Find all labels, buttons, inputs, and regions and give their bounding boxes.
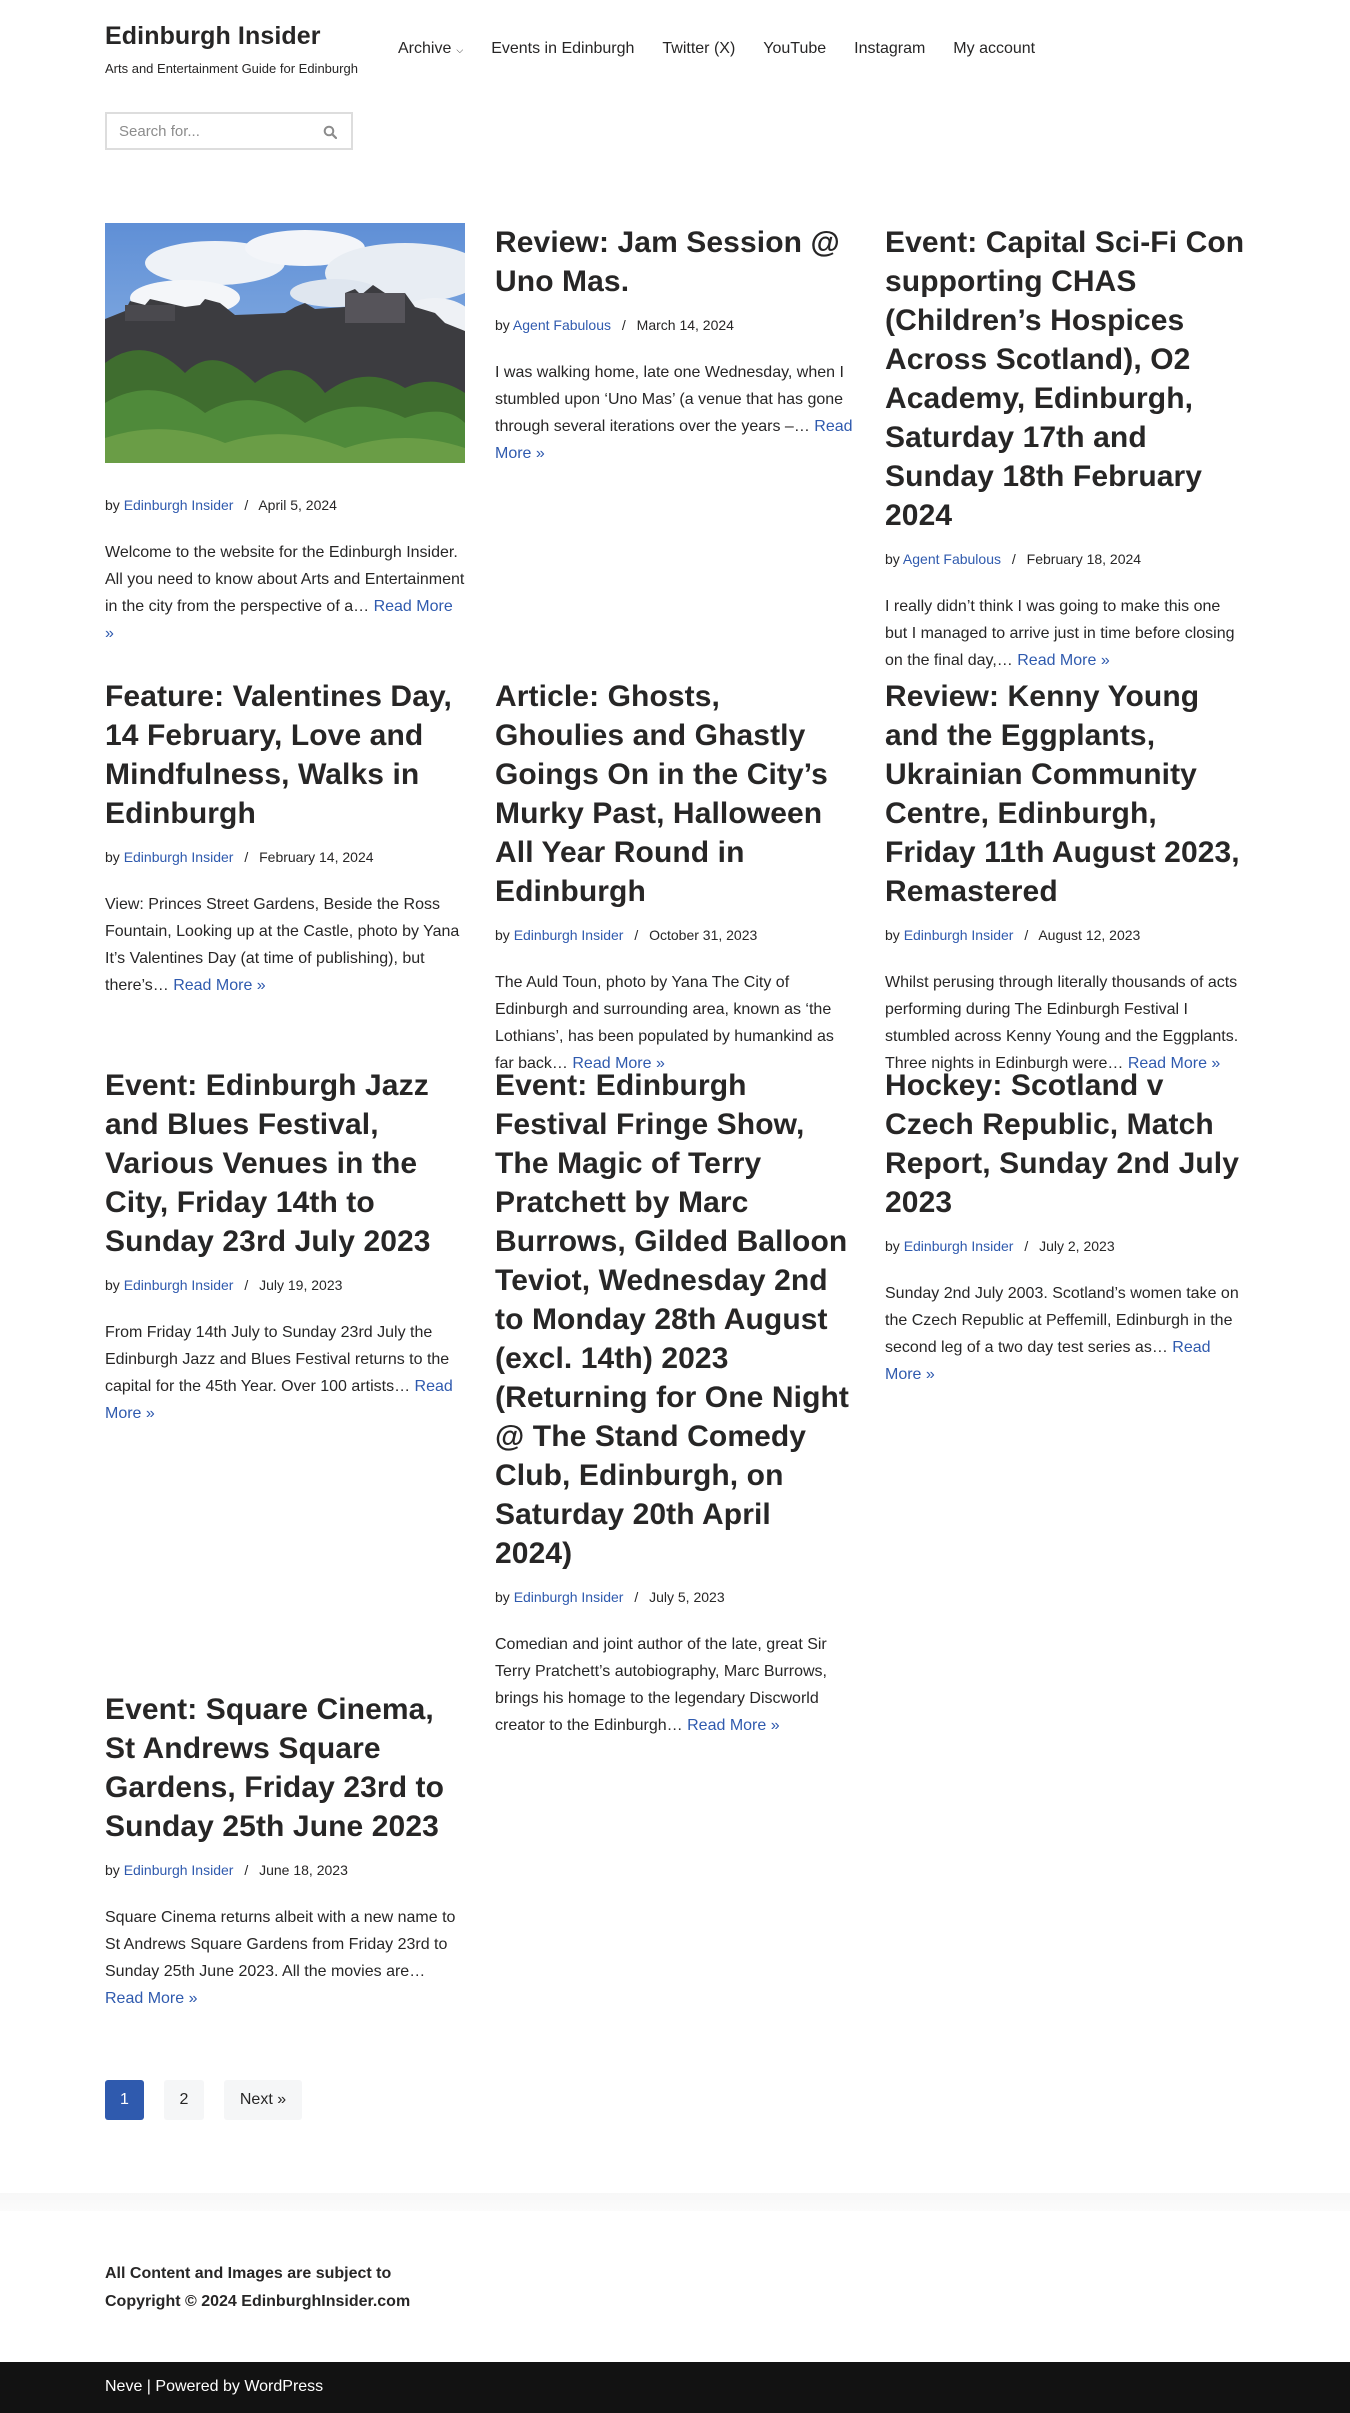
byline-prefix: by [105,849,120,865]
byline-prefix: by [885,1238,900,1254]
author-link[interactable]: Edinburgh Insider [903,927,1014,943]
post-card [105,1066,465,1427]
meta-separator: / [244,849,249,865]
byline-prefix: by [885,927,900,943]
post-thumbnail[interactable] [105,223,465,463]
author-link[interactable]: Agent Fabulous [512,317,611,333]
read-more-link[interactable]: Read More » [105,1378,453,1422]
author-link[interactable]: Edinburgh Insider [123,497,234,513]
post-card [105,677,465,999]
post-date: August 12, 2023 [1038,927,1141,943]
post-card [495,677,855,1077]
post-date: October 31, 2023 [649,927,758,943]
footer-copyright [105,2260,445,2316]
read-more-link[interactable]: Read More » [105,598,453,642]
byline-prefix: by [495,1589,510,1605]
author-link[interactable]: Edinburgh Insider [123,1862,234,1878]
read-more-link[interactable]: Read More » [885,1339,1211,1383]
post-card [495,223,855,467]
post-excerpt [105,1904,465,2012]
meta-separator: / [244,1862,249,1878]
byline-prefix: by [495,927,510,943]
post-excerpt [105,1319,465,1427]
copyright-line-1: All Content and Images are subject to [105,2265,392,2282]
chevron-down-icon: ⌵ [456,44,464,55]
post-date: June 18, 2023 [259,1862,348,1878]
post-meta [885,925,1245,945]
post-title-link[interactable]: Review: Kenny Young and the Eggplants, Ukrainian Community Centre, Edinburgh, Friday 11th August 2023, Remastered [885,680,1240,908]
post-card [495,1066,855,1739]
post-meta [495,925,855,945]
excerpt-text: Square Cinema returns albeit with a new name to St Andrews Square Gardens from Friday 23rd to Sunday 25th June 2023. All the movies are… [105,1909,456,1980]
read-more-link[interactable]: Read More » [572,1055,665,1072]
site-tagline: Arts and Entertainment Guide for Edinburgh [105,61,358,76]
byline-prefix: by [105,497,120,513]
meta-separator: / [244,497,249,513]
excerpt-text: Welcome to the website for the Edinburgh Insider. All you need to know about Arts and Entertainment in the city from the perspective of a… [105,544,465,615]
meta-separator: / [1011,551,1016,567]
nav-item-my-account[interactable]: My account [953,40,1036,57]
post-title-link[interactable]: Review: Jam Session @ Uno Mas. [495,226,840,298]
author-link[interactable]: Edinburgh Insider [903,1238,1014,1254]
post-title-link[interactable]: Feature: Valentines Day, 14 February, Love and Mindfulness, Walks in Edinburgh [105,680,452,830]
post-date: July 2, 2023 [1039,1238,1115,1254]
post-meta [885,549,1245,569]
excerpt-text: From Friday 14th July to Sunday 23rd July the Edinburgh Jazz and Blues Festival returns to the capital for the 45th Year. Over 100 artists… [105,1324,450,1395]
site-title-link[interactable]: Edinburgh Insider [105,22,321,50]
castle-photo-image [105,223,465,463]
post-meta [105,847,465,867]
footer-divider [0,2193,1350,2211]
excerpt-text: Whilst perusing through literally thousands of acts performing during The Edinburgh Festival I stumbled across Kenny Young and the Eggplants. Three nights in Edinburgh were… [885,974,1239,1072]
post-date: April 5, 2024 [258,497,337,513]
excerpt-text: I really didn’t think I was going to make this one but I managed to arrive just in time before closing on the final day,… [885,598,1235,669]
pagination [105,2080,322,2120]
meta-separator: / [634,927,639,943]
post-date: February 18, 2024 [1026,551,1142,567]
post-date: July 19, 2023 [259,1277,343,1293]
nav-item-label: Archive [398,40,452,57]
read-more-link[interactable]: Read More » [105,1990,198,2007]
post-meta [105,1860,465,1880]
nav-item-twitter[interactable]: Twitter (X) [662,40,736,57]
post-excerpt [495,969,855,1077]
post-card [885,1066,1245,1388]
post-card [885,223,1245,674]
meta-separator: / [1024,927,1029,943]
post-card [105,223,465,647]
post-date: March 14, 2024 [636,317,734,333]
author-link[interactable]: Edinburgh Insider [123,849,234,865]
post-title-link[interactable]: Event: Capital Sci-Fi Con supporting CHAS (Children’s Hospices Across Scotland), O2 Academy, Edinburgh, Saturday 17th and Sunday 18th February 2024 [885,226,1245,532]
page-current: 1 [105,2080,144,2120]
excerpt-text: View: Princes Street Gardens, Beside the Ross Fountain, Looking up at the Castle, photo by Yana It’s Valentines Day (at time of publishing), but there’s… [105,896,460,994]
post-card [105,1690,465,2012]
byline-prefix: by [885,551,900,567]
meta-separator: / [621,317,626,333]
post-title-link[interactable]: Hockey: Scotland v Czech Republic, Match Report, Sunday 2nd July 2023 [885,1069,1240,1219]
post-title-link[interactable]: Event: Edinburgh Jazz and Blues Festival, Various Venues in the City, Friday 14th to Sunday 23rd July 2023 [105,1069,431,1258]
excerpt-text: Comedian and joint author of the late, great Sir Terry Pratchett’s autobiography, Marc Burrows, brings his homage to the legendary Discworld creator to the Edinburgh… [495,1636,827,1734]
read-more-link[interactable]: Read More » [495,418,853,462]
author-link[interactable]: Edinburgh Insider [513,927,624,943]
post-excerpt [105,539,465,647]
nav-item-instagram[interactable]: Instagram [854,40,926,57]
post-meta [885,1236,1245,1256]
post-meta [105,495,465,515]
copyright-line-2: Copyright © 2024 EdinburghInsider.com [105,2293,411,2310]
post-excerpt [495,359,855,467]
page-link-2[interactable]: 2 [164,2080,204,2120]
post-excerpt [885,1280,1245,1388]
byline-prefix: by [495,317,510,333]
post-excerpt [885,593,1245,674]
post-date: July 5, 2023 [649,1589,725,1605]
excerpt-text: I was walking home, late one Wednesday, when I stumbled upon ‘Uno Mas’ (a venue that has gone through several iterations over the years –… [495,364,844,435]
excerpt-text: Sunday 2nd July 2003. Scotland’s women take on the Czech Republic at Peffemill, Edinburgh in the second leg of a two day test series as… [885,1285,1239,1356]
author-link[interactable]: Agent Fabulous [902,551,1001,567]
meta-separator: / [634,1589,639,1605]
byline-prefix: by [105,1277,120,1293]
author-link[interactable]: Edinburgh Insider [123,1277,234,1293]
nav-item-events-in-edinburgh[interactable]: Events in Edinburgh [491,40,635,57]
footer-bottom-bar [0,2362,1350,2413]
read-more-link[interactable]: Read More » [687,1717,780,1734]
read-more-link[interactable]: Read More » [173,977,266,994]
footer-credit: Neve | Powered by WordPress [105,2378,324,2395]
post-title-link[interactable]: Event: Square Cinema, St Andrews Square Gardens, Friday 23rd to Sunday 25th June 2023 [105,1693,445,1843]
meta-separator: / [1024,1238,1029,1254]
meta-separator: / [244,1277,249,1293]
byline-prefix: by [105,1862,120,1878]
post-meta [495,1587,855,1607]
post-date: February 14, 2024 [259,849,374,865]
nav-item-youtube[interactable]: YouTube [763,40,827,57]
read-more-link[interactable]: Read More » [1017,652,1110,669]
excerpt-text: The Auld Toun, photo by Yana The City of Edinburgh and surrounding area, known as ‘the Lothians’, has been populated by humankind as far back… [495,974,834,1072]
post-excerpt [105,891,465,999]
next-page-button[interactable]: Next » [224,2080,302,2120]
post-title-link[interactable]: Article: Ghosts, Ghoulies and Ghastly Goings On in the City’s Murky Past, Halloween All Year Round in Edinburgh [495,680,828,908]
post-excerpt [885,969,1245,1077]
post-meta [495,315,855,335]
author-link[interactable]: Edinburgh Insider [513,1589,624,1605]
post-title-link[interactable]: Event: Edinburgh Festival Fringe Show, The Magic of Terry Pratchett by Marc Burrows, Gilded Balloon Teviot, Wednesday 2nd to Monday 28th August (excl. 14th) 2023 (Returning for One Night @ The Stand Comedy Club, Edinburgh, on Saturday 20th April 2024) [495,1069,850,1570]
post-card [885,677,1245,1077]
read-more-link[interactable]: Read More » [1127,1055,1221,1072]
post-meta [105,1275,465,1295]
post-excerpt [495,1631,855,1739]
